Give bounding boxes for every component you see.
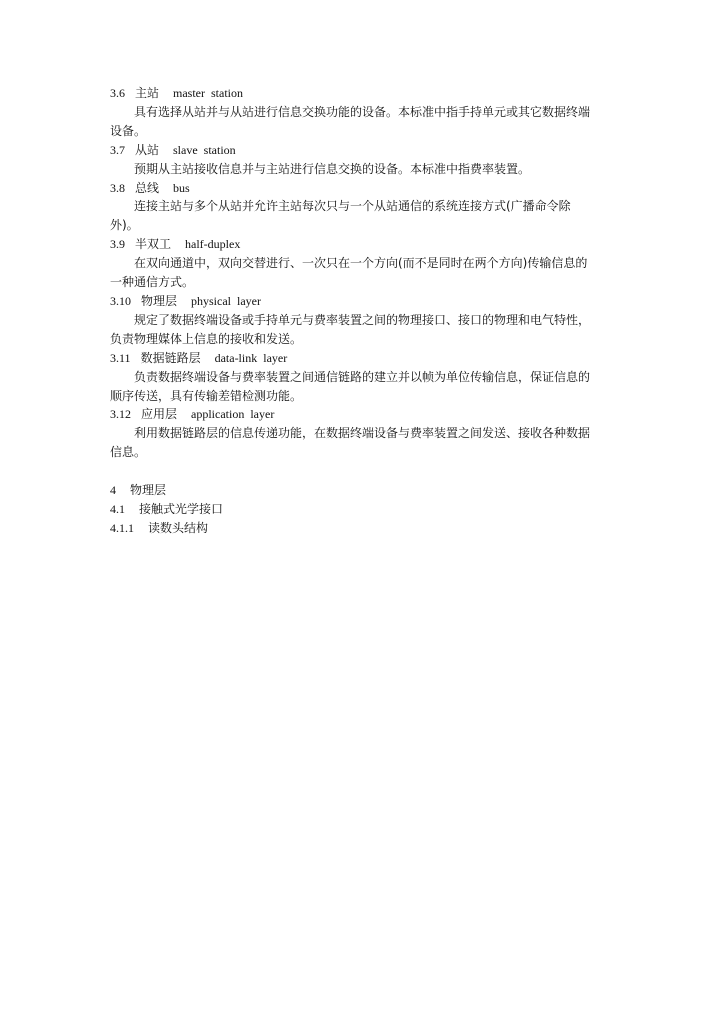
term-definition-3-12 [110,424,615,462]
term-chinese: 总线 [135,180,160,195]
section-title: 接触式光学接口 [139,501,224,516]
term-chinese: 物理层 [141,293,178,308]
term-definition-3-8 [110,197,615,235]
definition-line: 顺序传送，具有传输差错检测功能。 [110,388,303,403]
term-number: 3.6 [110,86,125,100]
chapter-heading [110,481,615,500]
term-chinese: 主站 [135,86,160,100]
term-heading-3-7 [110,141,615,160]
term-heading-3-10 [110,292,615,311]
section-heading [110,500,615,519]
term-chinese: 数据链路层 [140,350,201,365]
definition-line: 一种通信方式。 [110,275,195,290]
definition-line: 利用数据链路层的信息传递功能，在数据终端设备与费率装置之间发送、接收各种数据 [134,426,591,441]
term-heading-3-9 [110,235,615,254]
term-heading-3-12 [110,405,615,424]
chapter-title: 物理层 [130,483,167,498]
definition-line: 信息。 [110,445,147,460]
term-definition-3-6 [110,103,615,141]
definition-line: 设备。 [110,123,147,138]
term-chinese: 应用层 [141,407,178,422]
document-page [110,84,615,538]
definition-line: 在双向通道中，双向交替进行、一次只在一个方向(而不是同时在两个方向)传输信息的 [134,256,588,271]
term-english: bus [173,180,190,195]
term-english: master station [173,86,243,100]
definition-line: 外)。 [110,218,139,233]
term-heading-3-11 [110,349,615,368]
term-english: physical layer [191,293,261,308]
definition-line: 预期从主站接收信息并与主站进行信息交换的设备。本标准中指费率装置。 [134,161,531,176]
term-number: 3.9 [110,237,125,252]
definition-line: 规定了数据终端设备或手持单元与费率装置之间的物理接口、接口的物理和电气特性， [134,312,591,327]
subsection-title: 读数头结构 [148,520,209,535]
definition-line: 具有选择从站并与从站进行信息交换功能的设备。本标准中指手持单元或其它数据终端 [134,104,591,119]
term-definition-3-10 [110,311,615,349]
term-number: 3.8 [110,180,125,195]
term-english: half-duplex [185,237,241,252]
term-english: application layer [191,407,275,422]
chapter-number: 4 [110,483,116,498]
term-number: 3.10 [110,293,131,308]
term-chinese: 半双工 [135,237,172,252]
term-english: data-link layer [214,350,288,365]
term-english: slave station [173,142,236,157]
spacer [110,462,615,481]
term-definition-3-7 [110,160,615,179]
definition-line: 负责物理媒体上信息的接收和发送。 [110,331,303,346]
definition-line: 负责数据终端设备与费率装置之间通信链路的建立并以帧为单位传输信息，保证信息的 [134,369,591,384]
term-definition-3-11 [110,368,615,406]
term-heading-3-6 [110,84,615,103]
term-definition-3-9 [110,254,615,292]
subsection-heading [110,519,615,538]
term-chinese: 从站 [135,142,160,157]
section-number: 4.1 [110,501,125,516]
subsection-number: 4.1.1 [110,520,134,535]
term-heading-3-8 [110,179,615,198]
term-number: 3.11 [110,350,131,365]
term-number: 3.7 [110,142,125,157]
definition-line: 连接主站与多个从站并允许主站每次只与一个从站通信的系统连接方式(广播命令除 [134,199,571,214]
term-number: 3.12 [110,407,131,422]
